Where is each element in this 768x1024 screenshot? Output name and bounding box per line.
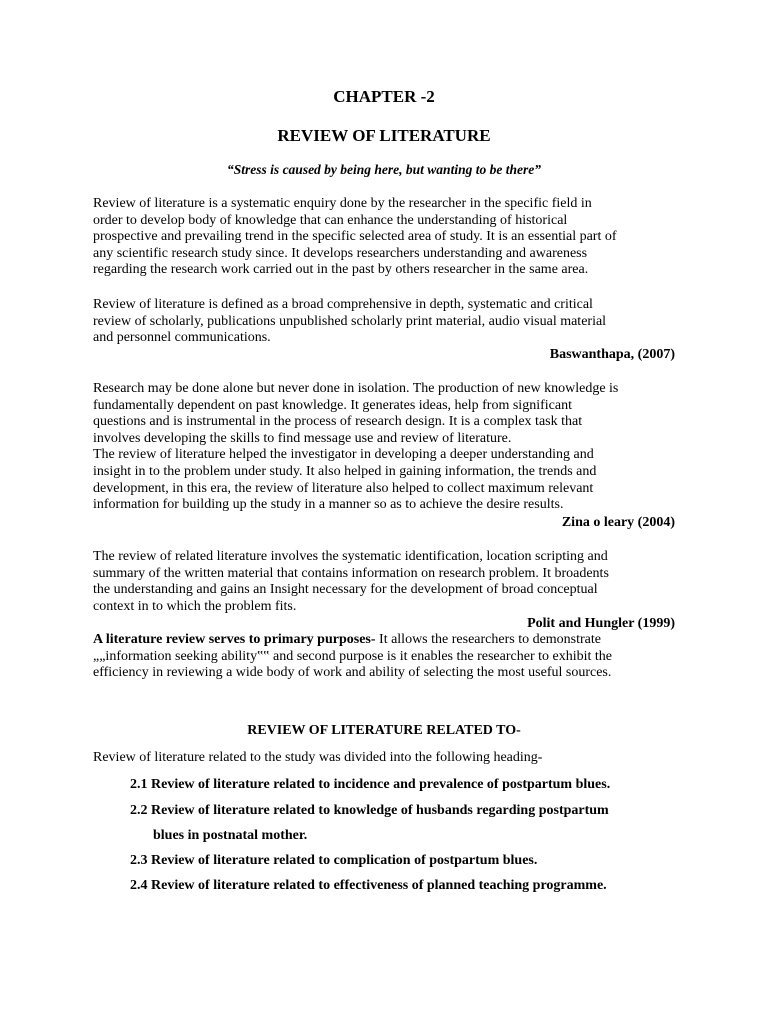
text-line: review of scholarly, publications unpublished scholarly print material, audio visual material <box>93 313 607 329</box>
citation-baswanthapa: Baswanthapa, (2007) <box>549 347 675 362</box>
text-line: regarding the research work carried out in the past by others researcher in the same area. <box>93 262 589 278</box>
heading-item-2-4: 2.4 Review of literature related to effectiveness of planned teaching programme. <box>130 878 607 893</box>
heading-item-2-2-continued: blues in postnatal mother. <box>153 828 308 843</box>
section-intro: Review of literature related to the study was divided into the following heading- <box>93 750 543 765</box>
text-line <box>93 632 675 649</box>
heading-item-2-3: 2.3 Review of literature related to complication of postpartum blues. <box>130 853 538 868</box>
text-line: development, in this era, the review of literature also helped to collect maximum relevant <box>93 480 594 496</box>
text-line: information for building up the study in a manner so as to achieve the desire results. <box>93 497 564 513</box>
paragraph-purposes <box>93 632 675 682</box>
text-line: any scientific research study since. It develops researchers understanding and awareness <box>93 245 588 261</box>
citation-polit-hungler: Polit and Hungler (1999) <box>527 616 675 631</box>
chapter-title: REVIEW OF LITERATURE <box>277 126 491 145</box>
text-line: context in to which the problem fits. <box>93 598 297 614</box>
text-line: Research may be done alone but never done in isolation. The production of new knowledge is <box>93 381 619 396</box>
text-line: „„information seeking ability‟‟ and second purpose is it enables the researcher to exhibit the <box>93 648 612 664</box>
text-line: and personnel communications. <box>93 330 271 346</box>
text-line: prospective and prevailing trend in the specific selected area of study. It is an essential part of <box>93 229 617 245</box>
text-line: the understanding and gains an Insight necessary for the development of broad conceptual <box>93 582 598 598</box>
paragraph-related-literature <box>93 549 675 615</box>
paragraph-research-isolation <box>93 381 675 514</box>
lead-rest-text: It allows the researchers to demonstrate <box>375 632 602 647</box>
text-line: Review of literature is defined as a broad comprehensive in depth, systematic and critical <box>93 297 593 312</box>
bold-lead-text: A literature review serves to primary purposes- <box>93 632 376 647</box>
epigraph-quote: “Stress is caused by being here, but wanting to be there” <box>227 162 541 177</box>
text-line: Review of literature is a systematic enquiry done by the researcher in the specific field in <box>93 196 592 211</box>
text-line: efficiency in reviewing a wide body of work and ability of selecting the most useful sources. <box>93 665 612 681</box>
text-line: insight in to the problem under study. It also helped in gaining information, the trends and <box>93 463 597 479</box>
text-line: summary of the written material that contains information on research problem. It broadents <box>93 565 609 581</box>
text-line: The review of related literature involves the systematic identification, location scripting and <box>93 549 608 564</box>
text-line: involves developing the skills to find message use and review of literature. <box>93 430 512 446</box>
text-line: The review of literature helped the investigator in developing a deeper understanding and <box>93 447 594 463</box>
paragraph-definition <box>93 196 675 279</box>
section-subheading: REVIEW OF LITERATURE RELATED TO- <box>247 723 521 738</box>
text-line: questions and is instrumental in the process of research design. It is a complex task that <box>93 414 583 430</box>
text-line: fundamentally dependent on past knowledge. It generates ideas, help from significant <box>93 397 572 413</box>
citation-zina-o-leary: Zina o leary (2004) <box>561 515 675 530</box>
heading-item-2-1: 2.1 Review of literature related to incidence and prevalence of postpartum blues. <box>130 777 611 792</box>
text-line: order to develop body of knowledge that can enhance the understanding of historical <box>93 212 568 228</box>
chapter-number: CHAPTER -2 <box>333 87 435 106</box>
paragraph-broad-review <box>93 297 675 347</box>
heading-item-2-2: 2.2 Review of literature related to knowledge of husbands regarding postpartum <box>130 803 609 818</box>
